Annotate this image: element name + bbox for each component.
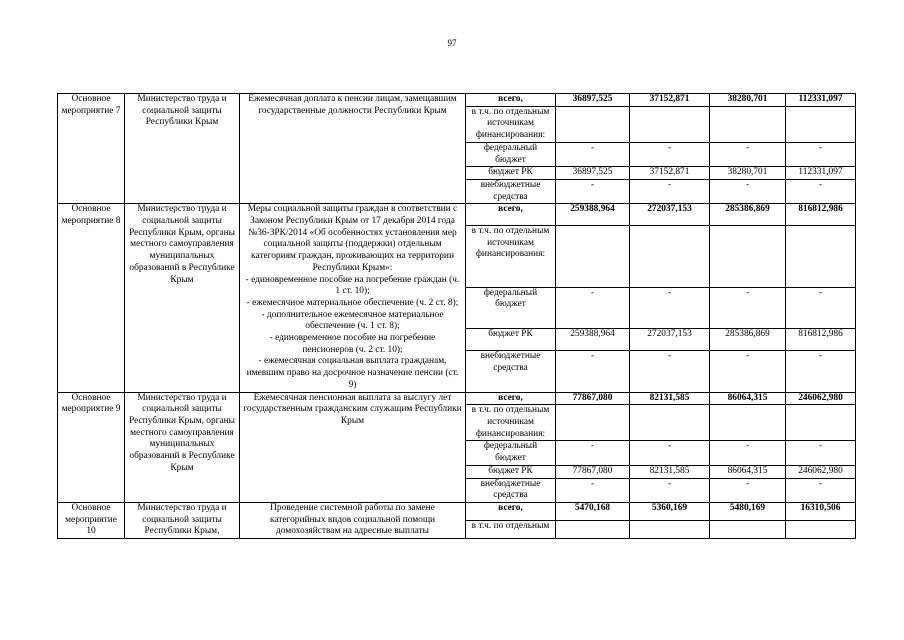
total-cell <box>786 106 856 142</box>
event-cell: Основное мероприятие 10 <box>58 502 125 538</box>
year-3-cell <box>710 226 786 288</box>
funding-source-cell: федеральный бюджет <box>466 142 556 166</box>
year-3-cell: 5480,169 <box>710 502 786 520</box>
description-line: Меры социальной защиты граждан в соответствии с Законом Республики Крым от 17 декабря 2014 года №36-ЗРК/2014 «Об особенностях установления мер социальной защиты (поддержки) отдельным категориям граждан, проживающих на территории Республики Крым»: <box>247 204 458 273</box>
funding-source-cell: внебюджетные средства <box>466 350 556 392</box>
year-2-cell: - <box>630 478 710 502</box>
table-row-event <box>58 502 856 520</box>
total-cell <box>786 226 856 288</box>
event-cell: Основное мероприятие 8 <box>58 204 125 392</box>
year-1-cell: 36897,525 <box>556 94 630 107</box>
year-1-cell: - <box>556 478 630 502</box>
page-number: 97 <box>447 38 457 48</box>
table-row-event <box>58 204 856 226</box>
description-line: Проведение системной работы по замене категорийных видов социальной помощи домохозяйствам на адресные выплаты <box>269 502 436 537</box>
year-3-cell: - <box>710 287 786 329</box>
year-2-cell: 37152,871 <box>630 94 710 107</box>
total-cell <box>786 405 856 441</box>
description-line: - единовременное пособие на погребение пенсионеров (ч. 2 ст. 10); <box>269 333 436 355</box>
year-3-cell: 285386,869 <box>710 329 786 351</box>
funding-source-cell: всего, <box>466 502 556 520</box>
description-line: - дополнительное ежемесячное материальное обеспечение (ч. 1 ст. 8); <box>261 309 444 332</box>
year-3-cell: 86064,315 <box>710 392 786 405</box>
year-3-cell: 285386,869 <box>710 204 786 226</box>
year-1-cell: - <box>556 287 630 329</box>
description-line: - единовременное пособие на погребение граждан (ч. 1 ст. 10); <box>245 274 460 297</box>
event-cell: Основное мероприятие 9 <box>58 392 125 502</box>
year-2-cell <box>630 106 710 142</box>
funding-source-cell: бюджет РК <box>466 465 556 478</box>
funding-source-cell: всего, <box>466 204 556 226</box>
year-2-cell: 82131,585 <box>630 392 710 405</box>
funding-source-cell: внебюджетные средства <box>466 478 556 502</box>
description-cell <box>240 94 466 204</box>
total-cell: - <box>786 350 856 392</box>
funding-source-cell: в т.ч. по отдельным источникам финансирования: <box>466 226 556 288</box>
year-3-cell: - <box>710 478 786 502</box>
year-2-cell: 37152,871 <box>630 167 710 180</box>
year-1-cell: 77867,080 <box>556 392 630 405</box>
funding-source-cell: всего, <box>466 94 556 107</box>
year-2-cell: - <box>630 441 710 465</box>
total-cell: 112331,097 <box>786 167 856 180</box>
year-2-cell: - <box>630 350 710 392</box>
description-line: Ежемесячная доплата к пенсии лицам, замещавшим государственные должности Республики Крым <box>248 94 457 116</box>
year-2-cell: 272037,153 <box>630 329 710 351</box>
funding-source-cell: федеральный бюджет <box>466 287 556 329</box>
year-1-cell: 259388,964 <box>556 204 630 226</box>
year-3-cell <box>710 520 786 538</box>
table-row-event <box>58 392 856 405</box>
description-line: - ежемесячное материальное обеспечение (ч. 2 ст. 8); <box>246 297 459 308</box>
year-3-cell: - <box>710 142 786 166</box>
year-1-cell: - <box>556 441 630 465</box>
table-row-event <box>58 94 856 107</box>
total-cell <box>786 520 856 538</box>
description-line: - ежемесячная социальная выплата гражданам, имевшим право на досрочное назначение пенсии (ст. 9) <box>246 356 459 390</box>
total-cell: - <box>786 287 856 329</box>
funding-source-cell: всего, <box>466 392 556 405</box>
description-cell <box>240 204 466 392</box>
total-cell: 246062,980 <box>786 392 856 405</box>
executor-cell: Министерство труда и социальной защиты Республики Крым, органы местного самоуправления муниципальных образований в Республике Крым <box>125 392 240 502</box>
year-3-cell: 38280,701 <box>710 167 786 180</box>
year-2-cell: - <box>630 179 710 203</box>
total-cell: 816812,986 <box>786 329 856 351</box>
year-1-cell: - <box>556 142 630 166</box>
year-3-cell: - <box>710 179 786 203</box>
executor-cell: Министерство труда и социальной защиты Республики Крым <box>125 94 240 204</box>
year-1-cell: 5470,168 <box>556 502 630 520</box>
total-cell: 112331,097 <box>786 94 856 107</box>
event-cell: Основное мероприятие 7 <box>58 94 125 204</box>
description-cell <box>240 392 466 502</box>
year-1-cell <box>556 106 630 142</box>
description-line: Ежемесячная пенсионная выплата за выслугу лет государственным гражданским служащим Республики Крым <box>243 392 462 426</box>
funding-source-cell: бюджет РК <box>466 329 556 351</box>
total-cell: 816812,986 <box>786 204 856 226</box>
funding-source-cell: бюджет РК <box>466 167 556 180</box>
year-1-cell: 259388,964 <box>556 329 630 351</box>
funding-source-cell: в т.ч. по отдельным источникам финансирования: <box>466 106 556 142</box>
funding-source-cell: в т.ч. по отдельным <box>466 520 556 538</box>
year-2-cell: 272037,153 <box>630 204 710 226</box>
total-cell: - <box>786 441 856 465</box>
total-cell: 246062,980 <box>786 465 856 478</box>
year-1-cell: 36897,525 <box>556 167 630 180</box>
funding-source-cell: в т.ч. по отдельным источникам финансирования: <box>466 405 556 441</box>
year-1-cell: - <box>556 179 630 203</box>
total-cell: - <box>786 142 856 166</box>
executor-cell: Министерство труда и социальной защиты Республики Крым, <box>125 502 240 538</box>
description-cell <box>240 502 466 538</box>
year-2-cell <box>630 520 710 538</box>
year-3-cell: - <box>710 350 786 392</box>
year-3-cell <box>710 405 786 441</box>
budget-table <box>57 93 856 539</box>
year-3-cell <box>710 106 786 142</box>
year-1-cell: 77867,080 <box>556 465 630 478</box>
year-2-cell: 82131,585 <box>630 465 710 478</box>
year-3-cell: - <box>710 441 786 465</box>
year-1-cell <box>556 405 630 441</box>
year-3-cell: 86064,315 <box>710 465 786 478</box>
funding-source-cell: внебюджетные средства <box>466 179 556 203</box>
funding-source-cell: федеральный бюджет <box>466 441 556 465</box>
executor-cell: Министерство труда и социальной защиты Республики Крым, органы местного самоуправления муниципальных образований в Республике Крым <box>125 204 240 392</box>
total-cell: - <box>786 179 856 203</box>
year-2-cell: 5360,169 <box>630 502 710 520</box>
year-2-cell <box>630 226 710 288</box>
year-2-cell <box>630 405 710 441</box>
year-1-cell <box>556 226 630 288</box>
year-1-cell <box>556 520 630 538</box>
total-cell: 16310,506 <box>786 502 856 520</box>
year-2-cell: - <box>630 287 710 329</box>
total-cell: - <box>786 478 856 502</box>
year-1-cell: - <box>556 350 630 392</box>
year-2-cell: - <box>630 142 710 166</box>
year-3-cell: 38280,701 <box>710 94 786 107</box>
